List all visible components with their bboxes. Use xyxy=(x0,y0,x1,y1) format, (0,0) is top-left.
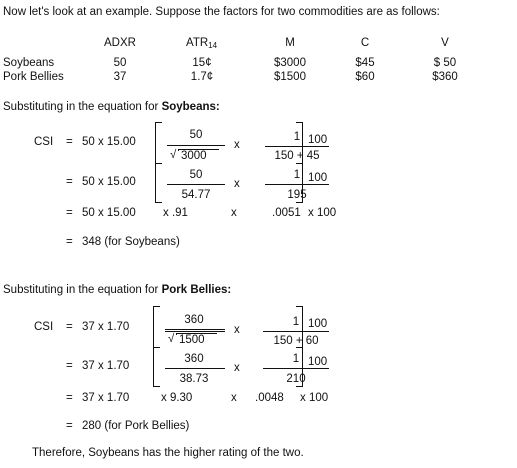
cell-atr: 1.7¢ xyxy=(190,71,214,83)
fraction-denominator: 38.73 xyxy=(179,373,209,385)
fraction-numerator: 1 xyxy=(292,316,300,328)
fraction-denominator: 195 xyxy=(287,189,307,201)
sqrt-sign: √ xyxy=(170,149,177,161)
row-name: Soybeans xyxy=(3,57,55,69)
intro-text: Now let's look at an example. Suppose the factors for two commodities are as follows: xyxy=(3,6,440,18)
fraction-denominator: 210 xyxy=(286,373,306,385)
equals-sign: = xyxy=(66,321,73,333)
fraction-numerator: 360 xyxy=(184,314,204,326)
fraction-numerator: 50 xyxy=(189,129,203,141)
multiplier: 100 xyxy=(308,356,328,368)
fraction-numerator: 1 xyxy=(293,131,301,143)
left-bracket xyxy=(155,122,162,164)
factor-value: .0051 xyxy=(272,207,301,219)
fraction-numerator: 50 xyxy=(189,169,203,181)
cell-c: $60 xyxy=(355,71,375,83)
multiplier: 100 xyxy=(308,134,328,146)
factor-value: x 100 xyxy=(308,207,337,219)
fraction-numerator: 1 xyxy=(293,169,301,181)
times-sign: x xyxy=(234,178,240,190)
soybeans-result: 348 (for Soybeans) xyxy=(82,236,180,248)
fraction-bar xyxy=(165,331,225,332)
factor-value: .0048 xyxy=(255,392,284,404)
fraction-denominator: 54.77 xyxy=(181,189,211,201)
pork-bellies-heading: Substituting in the equation for Pork Bellies: xyxy=(3,284,232,296)
equals-sign: = xyxy=(66,207,73,219)
left-bracket xyxy=(153,306,160,348)
fraction-numerator: 1 xyxy=(292,353,300,365)
right-bracket xyxy=(296,163,303,203)
right-bracket xyxy=(296,306,303,348)
cell-atr: 15¢ xyxy=(192,57,212,69)
factor-value: x .91 xyxy=(163,207,188,219)
factor-value: x 100 xyxy=(300,392,329,404)
cell-m: $3000 xyxy=(274,57,306,69)
factor-value: x 9.30 xyxy=(161,392,193,404)
times-sign: x xyxy=(234,139,240,151)
csi-label: CSI xyxy=(34,136,54,148)
coefficient: 37 x 1.70 xyxy=(82,321,130,333)
col-header-m: M xyxy=(285,37,295,49)
right-bracket xyxy=(296,347,303,387)
pork-bellies-result: 280 (for Pork Bellies) xyxy=(82,420,190,432)
row-name: Pork Bellies xyxy=(3,71,64,83)
multiplier: 100 xyxy=(308,172,328,184)
left-bracket xyxy=(153,347,160,387)
fraction-numerator: 360 xyxy=(184,353,204,365)
equals-sign: = xyxy=(66,392,73,404)
cell-v: $ 50 xyxy=(433,57,457,69)
coefficient: 50 x 15.00 xyxy=(82,136,136,148)
fraction-bar xyxy=(167,184,225,185)
coefficient: 37 x 1.70 xyxy=(82,392,130,404)
cell-adxr: 37 xyxy=(113,71,127,83)
equals-sign: = xyxy=(66,136,73,148)
equals-sign: = xyxy=(66,236,73,248)
cell-adxr: 50 xyxy=(113,57,127,69)
times-sign: x xyxy=(234,324,240,336)
conclusion-text: Therefore, Soybeans has the higher rating of the two. xyxy=(32,447,304,459)
equals-sign: = xyxy=(66,360,73,372)
times-sign: x xyxy=(231,207,237,219)
right-bracket xyxy=(296,122,303,164)
fraction-bar xyxy=(167,145,225,146)
left-bracket xyxy=(155,163,162,203)
equals-sign: = xyxy=(66,420,73,432)
col-header-v: V xyxy=(441,37,449,49)
col-header-adxr: ADXR xyxy=(104,37,136,49)
coefficient: 50 x 15.00 xyxy=(82,207,136,219)
fraction-bar xyxy=(165,368,225,369)
sqrt-sign: √ xyxy=(168,333,175,345)
fraction-denominator: 150 + 60 xyxy=(273,335,319,347)
col-header-c: C xyxy=(360,37,370,49)
cell-m: $1500 xyxy=(274,71,306,83)
coefficient: 37 x 1.70 xyxy=(82,360,130,372)
fraction-denominator: 150 + 45 xyxy=(274,150,320,162)
cell-c: $45 xyxy=(355,57,375,69)
sqrt-radicand: 3000 xyxy=(181,150,207,162)
csi-label: CSI xyxy=(34,321,54,333)
equals-sign: = xyxy=(66,176,73,188)
soybeans-heading: Substituting in the equation for Soybeans: xyxy=(3,101,220,113)
fraction-bar xyxy=(165,329,225,330)
times-sign: x xyxy=(231,392,237,404)
multiplier: 100 xyxy=(308,318,328,330)
times-sign: x xyxy=(234,362,240,374)
sqrt-radicand: 1500 xyxy=(179,334,205,346)
cell-v: $360 xyxy=(432,71,458,83)
coefficient: 50 x 15.00 xyxy=(82,176,136,188)
col-header-atr: $ATR_{14}$ xyxy=(186,37,218,50)
